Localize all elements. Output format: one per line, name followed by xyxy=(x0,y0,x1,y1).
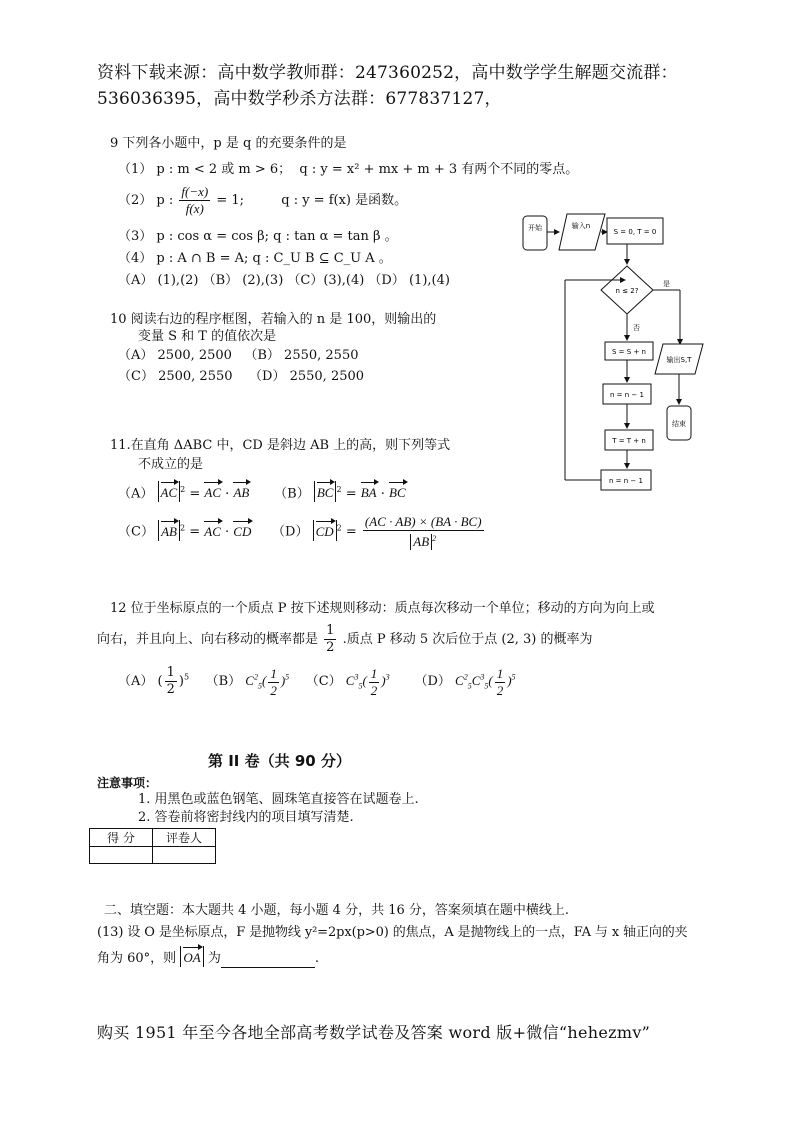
q10-stem-1: 10 阅读右边的程序框图，若输入的 n 是 100，则输出的 xyxy=(110,312,437,327)
q11-option-c-rhs1: AC xyxy=(204,520,221,541)
q12-stem-1: 12 位于坐标原点的一个质点 P 按下述规则移动：质点每次移动一个单位；移动的方向为向上或 xyxy=(110,601,655,616)
q12-options xyxy=(118,665,516,699)
grader-cell[interactable] xyxy=(153,847,216,864)
q9-item2-fraction xyxy=(179,184,210,217)
q12-stem-2 xyxy=(97,623,592,656)
q11-option-c-label: （C） xyxy=(118,524,154,540)
q11-option-d-label: （D） xyxy=(272,524,309,540)
q9-item2-eq: = 1; xyxy=(216,193,245,208)
flow-n-dec1-label: n = n − 1 xyxy=(610,391,644,399)
q12-option-b-label: （B） xyxy=(205,674,242,689)
q12-option-c-expr: $C^3_5$( $\frac{1}{2}$ )$^3$ xyxy=(345,665,390,698)
q11-option-b-rhs2: BC xyxy=(389,481,406,502)
q12-stem-2a: 向右，并且向上、向右移动的概率都是 xyxy=(97,632,319,647)
q9-item2-q: q : y = f(x) 是函数。 xyxy=(281,193,408,208)
q9-stem: 9 下列各小题中，p 是 q 的充要条件的是 xyxy=(110,136,347,151)
q13-line-2c: 为 xyxy=(207,951,221,966)
q11-option-d-den: AB xyxy=(410,534,432,550)
flow-end-label: 结束 xyxy=(672,420,686,428)
part2-title: 第 II 卷（共 90 分） xyxy=(208,752,351,770)
q9-item1-q: q : y = x² + mx + m + 3 有两个不同的零点。 xyxy=(299,162,579,177)
q11-options-ab: （A） AC $^2$ = AC · AB （B） BC $^2$ = BA · BC xyxy=(118,481,406,503)
q13-oa: OA xyxy=(183,946,200,967)
q12-option-d-label: （D） xyxy=(414,674,451,689)
q12-stem-2b: .质点 P 移动 5 次后位于点 (2, 3) 的概率为 xyxy=(342,632,593,647)
q13-answer-blank[interactable] xyxy=(221,955,315,968)
q11-option-a-lhs: AC xyxy=(158,481,181,502)
q11-option-a-rhs2: AB xyxy=(233,481,249,502)
q13-line-1: (13) 设 O 是坐标原点，F 是抛物线 y²=2px(p>0) 的焦点，A 是抛物线上的一点，FA 与 x 轴正向的夹 xyxy=(97,925,688,940)
flow-n-dec2-label: n = n − 1 xyxy=(609,477,643,485)
flow-yes-label: 是 xyxy=(663,280,670,288)
flow-output-label: 输出S,T xyxy=(666,356,692,364)
q9-item4: （4） p : A ∩ B = A; q : C_U B ⊆ C_U A 。 xyxy=(118,251,392,266)
program-flowchart xyxy=(515,208,730,498)
fill-intro: 二、填空题：本大题共 4 小题，每小题 4 分，共 16 分，答案须填在题中横线上. xyxy=(104,903,570,918)
q11-option-d-num: (AC · AB) × (BA · BC) xyxy=(364,514,482,529)
q10-stem-2: 变量 S 和 T 的值依次是 xyxy=(138,329,277,344)
flow-input-label: 输入n xyxy=(571,222,591,230)
note-1: 1. 用黑色或蓝色钢笔、圆珠笔直接答在试题卷上. xyxy=(138,792,419,807)
q11-option-b-label: （B） xyxy=(274,486,310,502)
q10-option-b: （B） 2550, 2550 xyxy=(244,348,359,363)
q11-stem-1: 11.在直角 ΔABC 中，CD 是斜边 AB 上的高，则下列等式 xyxy=(110,438,451,453)
q12-half-num: 1 xyxy=(326,623,335,638)
score-table xyxy=(89,828,216,864)
q9-item1-p: （1） p : m < 2 或 m > 6； xyxy=(118,162,292,177)
q9-item2 xyxy=(118,184,407,217)
header-line-1: 资料下载来源：高中数学教师群：247360252，高中数学学生解题交流群： xyxy=(97,63,678,83)
score-cell[interactable] xyxy=(90,847,153,864)
q9-item2-lead: （2） p : xyxy=(118,193,174,208)
header-line-2: 536036395，高中数学秒杀方法群：677837127， xyxy=(97,89,502,109)
flow-t-update-label: T = T + n xyxy=(612,437,646,445)
q9-item2-den: f(x) xyxy=(185,201,204,216)
q9-item3: （3） p : cos α = cos β; q : tan α = tan β 。 xyxy=(118,229,398,244)
q11-option-c-rhs2: CD xyxy=(233,520,251,541)
q9-item2-num: f(−x) xyxy=(181,184,209,199)
flow-start-box xyxy=(523,216,547,250)
notes-title: 注意事项： xyxy=(97,776,158,790)
q13-line-2 xyxy=(97,946,319,968)
q10-options-cd xyxy=(118,368,364,386)
q11-option-a-rhs1: AC xyxy=(204,481,221,502)
flow-input-box xyxy=(559,214,605,250)
flow-init-label: S = 0, T = 0 xyxy=(613,228,657,236)
q13-line-2a: 角为 60°，则 xyxy=(97,951,177,966)
q10-option-c: （C） 2500, 2550 xyxy=(118,369,233,384)
source-header xyxy=(97,60,737,112)
flow-condition-label: n ≤ 2? xyxy=(615,287,639,295)
q12-half-den: 2 xyxy=(326,640,335,655)
q10-option-d: （D） 2550, 2500 xyxy=(249,369,365,384)
q11-option-b-lhs: BC xyxy=(314,481,337,502)
q11-stem-2: 不成立的是 xyxy=(138,457,204,472)
note-2: 2. 答卷前将密封线内的项目填写清楚. xyxy=(138,810,354,825)
q12-option-a-expr: ( $\frac{1}{2}$ )$^5$ xyxy=(157,665,190,697)
q13-end: . xyxy=(314,951,319,966)
q11-option-d-fraction: $\frac{(AC \cdot AB) \times (BA \cdot BC)}{AB ^2}$ xyxy=(364,514,482,550)
q12-half-fraction xyxy=(324,623,336,656)
q11-option-d-lhs: CD xyxy=(313,520,337,541)
score-label: 得 分 xyxy=(90,829,153,847)
flow-start-label: 开始 xyxy=(528,224,542,232)
q10-option-a: （A） 2500, 2500 xyxy=(118,348,232,363)
q12-option-a-label: （A） xyxy=(118,674,154,689)
grader-label: 评卷人 xyxy=(153,829,216,847)
q12-option-d-expr: $C^2_5C^3_5$( $\frac{1}{2}$ )$^5$ xyxy=(455,665,516,698)
q9-options: （A） (1),(2) （B） (2),(3) （C）(3),(4) （D） (1),(4) xyxy=(118,273,450,288)
q10-options-ab xyxy=(118,347,359,365)
footer-ad: 购买 1951 年至今各地全部高考数学试卷及答案 word 版+微信“hehezmv” xyxy=(97,1023,651,1042)
q12-option-c-label: （C） xyxy=(305,674,342,689)
flow-no-label: 否 xyxy=(633,324,640,332)
q11-option-b-rhs1: BA xyxy=(361,481,377,502)
q11-option-c-lhs: AB xyxy=(158,520,180,541)
q12-option-b-expr: $C^2_5$( $\frac{1}{2}$ )$^5$ xyxy=(245,665,290,698)
q11-option-a-label: （A） xyxy=(118,486,154,502)
flow-s-update-label: S = S + n xyxy=(612,348,646,356)
q9-item1 xyxy=(118,161,578,179)
q11-options-cd: （C） AB $^2$ = AC · CD （D） CD $^2$ = $\frac{(AC \cdot AB) \times (BA \cdot BC)}{AB ^2}$ xyxy=(118,514,482,550)
